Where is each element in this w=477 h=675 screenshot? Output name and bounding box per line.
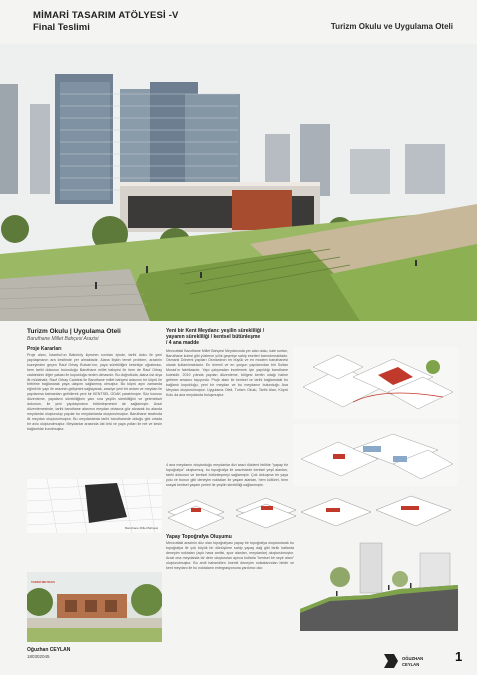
- topography-section-drawing: [300, 539, 458, 631]
- page-number: 1: [455, 649, 463, 664]
- left-heading: Turizm Okulu | Uygulama Oteli: [27, 328, 121, 335]
- project-decisions-text: Proje alanı, İstanbul'un Bakırköy ilçesinin sınırları içinde, tarihi doku ile yeni yapılaşmanın ara kesitinde yer almaktadır. Alana ilişkin temel problem, arazinin kuzeyinden geçen Rauf Orbay Bulvarı'nın, yaya sürekliliğini kesintiye uğratması, hem tarihi dokunun bulunduğu Baruthane millet bahçesi ile hem de Rauf Orbay caddesinin diğer yakası ile kopukluğa neden olmasıdır. Bu doğrultuda, alana üst dışa ilk müdahale, Rauf Orbay Caddesi ile Baruthane millet bahçesi arasının bir köprü ile birbirine bağlanarak yaya ulaşımı sağlanmış olmuştur. Bu köprü aynı zamanda eğimli bir yapı ile arazinin gelişimini sağlayarak, araziye yeni bir anlam ve meydan ile yapılanma katmanları getirilerek yeni bir KENTSEL ODAK yaratılmıştır. Söz konusu düzenleme, yayaların sürekliliğinin yanı sıra yeşilin sürekliliğini ve geleneksel dokunun, ile yeni yapılaşmanın bütünleşmesini de sağlamıştır. Arazi düzenlemesinde, tarihi baruthane alanının meydan ortasına göz alınarak bu alanda meydanlar oluşturulup yapılar bu meydanlarda oluşturulmuştur. Baruthane tarafında ilk meydan oluşturulmuştur. Bu meydanlarda tarihi baruthanede olduğu gibi ortada bir avlu oluşturulmuştur. Meydanlar arasında üst örtü ve yaya yolları ile net ve kesin bağlantılar kurulmuştur.: [27, 353, 162, 431]
- left-subheading: Baruthane Millet Bahçesi Arazisi: [27, 336, 99, 342]
- diagram-masterplan-1-svg: [293, 347, 458, 419]
- student-name: Oğuzhan CEYLAN: [27, 647, 71, 653]
- artificial-topography-text: Mevcuttaki arazinin düz olan topoğrafyası yapay bir topoğrafya oluşturularak bu topoğrafya ile çok büyük bir dönüşüme sahip yapay dağ gibi farklı katlarda deneyim noktaları (açık hava amfisi, spor alanları, meydanlar) oluşturulmuştur. Arazi ona meydanda bir dere oluşturulan ayrıca kotlarla "kentsel bir seyir alanı" oluşturulmuştur. Bu amfi bahsedilen önemli deneyim noktalarından biridir ve kent meydanı ile bu noktaların entegrasyonuna yardımcı olur.: [166, 541, 294, 570]
- right-body-text: Mevcuttaki Baruthane Millet Bahçesi Meydanında yer alan doku, kale surları, Baruthane kulesi gibi yüzlerce yıllık geçmişe sahip eserleri barındırmaktadır. Osmanlı Dönemi yapıları Osmanlının en büyük ve en modern baruthanesi olarak kullanılmaktadır. En önemli ve en yorgun yapılarından biri Sultan Murad'ın fabrikasıdır. Yapı çalışmaları incelemek için yapıldığı baruthane kulesidir. 2019 yılında yapılan düzenleme, bölgesi kentin odağı haline getirme amacını taşıyordu. Proje alanı ile kentsel ve tarihi bağlamdaki bu bağlantı kopukluğu, yeni bir meydan ve bu meydanın bulunduğu Ana Meydan oluşturulmuştur. Uygulama Oteli, Turizm Okulu, Tarihi Alan, Köprü Kolu da ana meydanda buluşmuştur.: [166, 348, 288, 397]
- author-logo: [382, 652, 442, 670]
- diagram-masterplan-1: [293, 347, 458, 419]
- right-heading-line2: yayanın sürekliliği / kentsel bütünleşme: [166, 334, 261, 341]
- diagram-masterplan-2: [293, 424, 458, 486]
- site-plan-label: Baruthane Millet Bahçesi: [125, 526, 159, 530]
- right-heading-line3: / 4 ana madde: [166, 340, 200, 347]
- school-building: [120, 182, 320, 232]
- left-column: [27, 328, 162, 432]
- right-body-wrap: [166, 349, 288, 398]
- tower-left: [55, 74, 113, 204]
- student-id: 180302045: [27, 654, 50, 659]
- four-squares-text-wrap: [166, 463, 288, 488]
- topography-section-svg: [300, 539, 458, 631]
- submission-title: Final Teslimi: [33, 22, 90, 33]
- four-squares-text: 4 ana meydanın oluşturduğu meydanlar dizi arazi düzlemi birlikte "yapay bir topoğrafya" oluşturmuş, bu topoğrafya ile arazimizde kentsel yeşil alanları, tarihi dokunun ve kentsel bütünleşmeyi sağlamıştır. Çok dokuşma bir yaya yolu ve bunun gibi deneyim noktaları ile yaşam alanları, hem kültürel, hem sosyal kentsel yaşam yerleri ile yeşilin sürekliliği sağlanmıştır.: [166, 463, 288, 487]
- historic-square-label: TARİHİ MEYDAN: [31, 580, 55, 584]
- logo-line1: OĞUZHAN: [402, 656, 424, 661]
- author-logo-svg: [382, 652, 442, 670]
- project-title: Turizm Okulu ve Uygulama Oteli: [330, 22, 453, 31]
- logo-line2: CEYLAN: [402, 662, 420, 667]
- course-title: MİMARİ TASARIM ATÖLYESİ -V: [33, 10, 179, 21]
- header: [0, 0, 477, 40]
- right-heading-line1: Yeni bir Kent Meydanı: yeşilin sürekliliği /: [166, 328, 265, 334]
- diagram-exploded: [166, 490, 458, 534]
- hero-rendering-svg: [0, 44, 477, 321]
- artificial-topography-title: Yapay Topoğrafya Oluşumu: [166, 534, 232, 540]
- historic-square-svg: [27, 572, 162, 642]
- artificial-topography-section: [166, 530, 294, 570]
- historic-square-photo: [27, 572, 162, 642]
- site-plan: [27, 479, 162, 533]
- logo-mark-icon: [384, 654, 398, 668]
- hero-rendering: [0, 44, 477, 321]
- diagram-masterplan-2-svg: [293, 424, 458, 486]
- site-plan-svg: [27, 479, 162, 533]
- project-decisions-title: Proje Kararları: [27, 346, 62, 352]
- diagram-exploded-svg: [166, 490, 458, 534]
